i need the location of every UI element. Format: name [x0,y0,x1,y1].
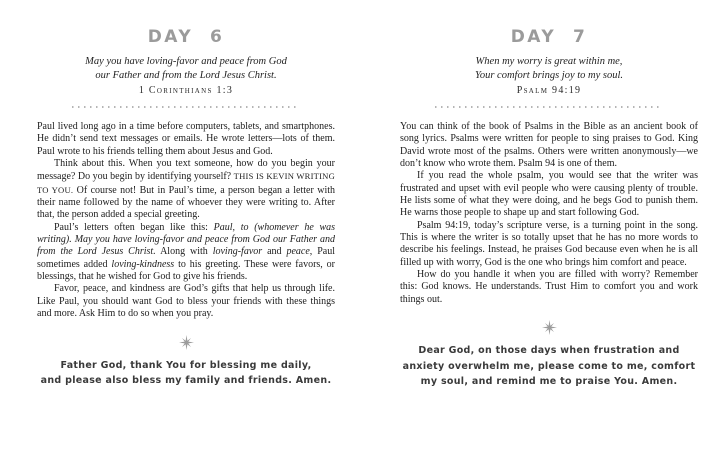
day-heading: DAY 6 [147,27,225,47]
prayer-text [400,343,698,390]
paragraph: If you read the whole psalm, you would see that the writer was frustrated and upset with evil people who were causing plenty of trouble. He lists some of what they were doing, and he begs God to punish them. He warns those people to shape up and start following God. [400,170,698,219]
sparkle-ornament-icon [400,320,698,335]
day-heading: DAY 7 [510,27,588,47]
scripture-reference: 1 Corinthians 1:3 [138,85,234,96]
page-day-6 [37,0,335,468]
paragraph: Paul lived long ago in a time before computers, tablets, and smartphones. He didn’t send text messages or emails. He wrote letters—lots of them. Paul wrote to his friends telling them about Jesus and God. [37,121,335,157]
prayer-line: anxiety overwhelm me, please come to me, comfort [402,360,696,372]
paragraph: Favor, peace, and kindness are God’s gifts that help us through life. Like Paul, you should want God to bless your friends with these things and more. Ask Him to do so when you pray. [37,283,335,320]
prayer-line: Dear God, on those days when frustration and [418,345,680,357]
scripture-line: Your comfort brings joy to my soul. [474,69,624,81]
scripture-line: When my worry is great within me, [475,56,623,67]
sparkle-ornament-icon [37,335,335,350]
paragraph: Paul’s letters often began like this: Paul, to (whomever he was writing). May you have loving-favor and peace from God our Father and from the Lord Jesus Christ. Along with loving-favor and peace, Paul sometimes added loving-kindness to his greeting. These were favors, or blessings, that he wished for God to give his friends. [37,221,335,283]
dotted-divider [72,106,300,108]
dotted-divider [435,106,663,108]
paragraph: Psalm 94:19, today’s scripture verse, is a turning point in the song. This is where the writer is so totally upset that he has no more words to describe his feelings. Instead, he praises God because even when he is all filled up with worry, God is the one who brings him comfort and peace. [400,219,698,268]
devotional-text [400,121,698,306]
prayer-line: Father God, thank You for blessing me daily, [60,359,312,371]
prayer-line: my soul, and remind me to praise You. Amen. [420,376,678,388]
prayer-line: and please also bless my family and friends. Amen. [40,375,332,386]
page-day-7 [400,0,698,468]
devotional-text [37,121,335,321]
paragraph: How do you handle it when you are filled with worry? Remember this: God knows. He understands. Trust Him to comfort you and work things out. [400,269,698,305]
scripture-line: May you have loving-favor and peace from God [85,56,287,67]
scripture-line: our Father and from the Lord Jesus Christ. [95,69,277,81]
scripture-reference: Psalm 94:19 [516,85,582,96]
paragraph: Think about this. When you text someone, how do you begin your message? Do you begin by identifying yourself? THIS IS KEVIN WRITING TO YOU. Of course not! But in Paul’s time, a person began a letter with their name followed by the name of whoever they were writing to. After that, the person added a special greeting. [37,158,335,221]
paragraph: You can think of the book of Psalms in the Bible as an ancient book of song lyrics. Psalms were written for people to sing praises to God. King David wrote most of the psalms. Others were written anonymously—we don’t know who wrote them. Psalm 94 is one of them. [400,121,698,170]
prayer-text [37,358,335,389]
scripture-verse [37,55,335,82]
scripture-verse [400,55,698,82]
